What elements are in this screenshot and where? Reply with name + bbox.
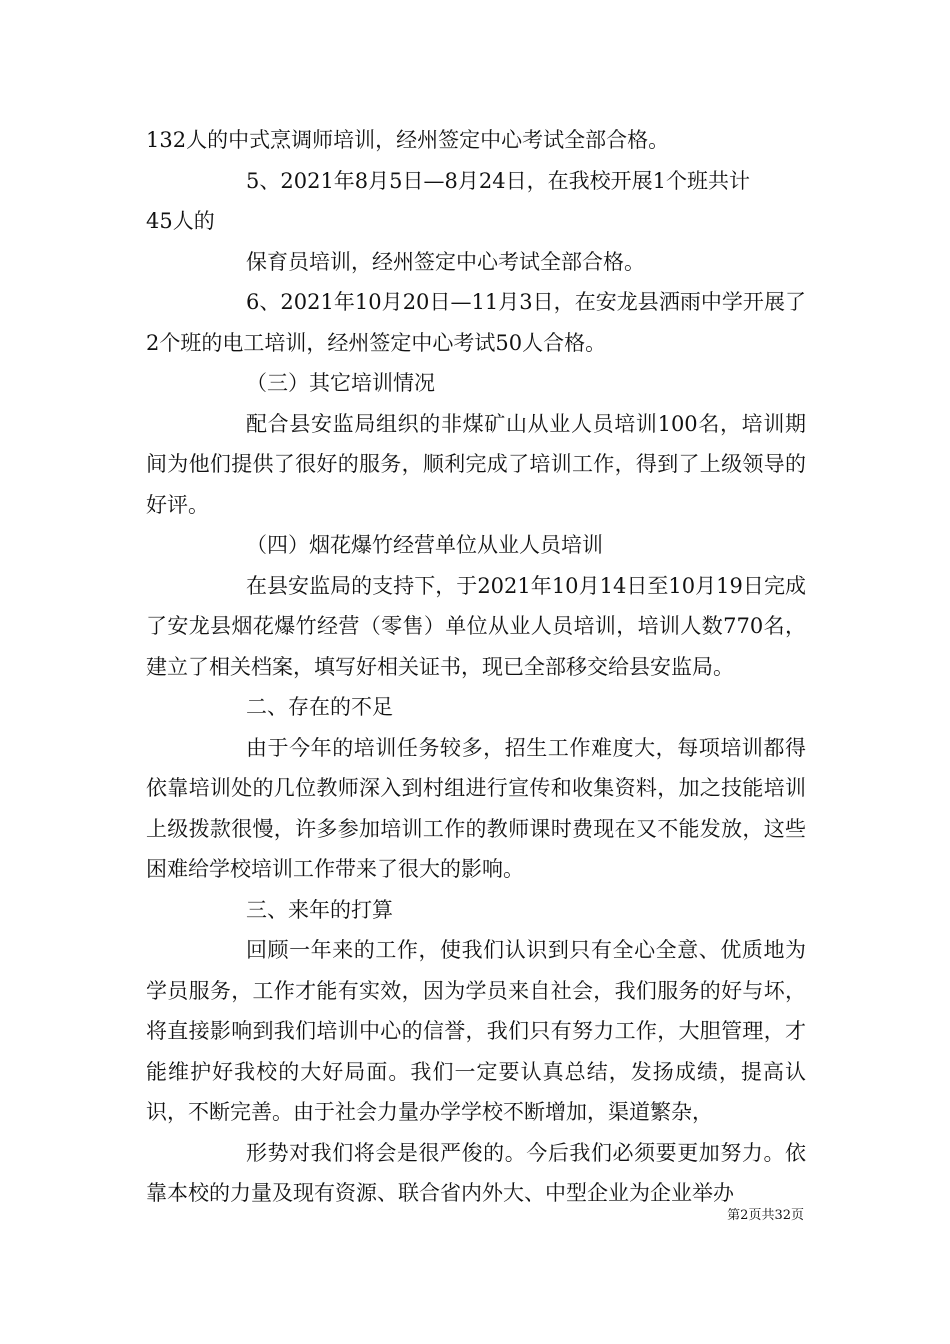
paragraph-3: 45人的 <box>146 209 215 233</box>
section-heading-other-training: （三）其它培训情况 <box>246 371 435 395</box>
paragraph-7: 配合县安监局组织的非煤矿山从业人员培训100名，培训期间为他们提供了很好的服务，顺利完成了培训工作，得到了上级领导的好评。 <box>146 411 806 517</box>
paragraph-14: 形势对我们将会是很严俊的。今后我们必须要更加努力。依靠本校的力量及现有资源、联合省内外大、中型企业为企业举办 <box>146 1140 806 1205</box>
paragraph-4: 保育员培训，经州签定中心考试全部合格。 <box>246 249 645 274</box>
page-number-footer: 第2页共32页 <box>727 1208 804 1223</box>
section-heading-fireworks-training: （四）烟花爆竹经营单位从业人员培训 <box>246 533 603 557</box>
paragraph-2: 5、2021年8月5日—8月24日，在我校开展1个班共计 <box>246 168 750 193</box>
paragraph-11: 由于今年的培训任务较多，招生工作难度大，每项培训都得依靠培训处的几位教师深入到村组进行宣传和收集资料，加之技能培训上级拨款很慢，许多参加培训工作的教师课时费现在又不能发放，这些困难给学校培训工作带来了很大的影响。 <box>146 735 806 881</box>
paragraph-1: 132人的中式烹调师培训，经州签定中心考试全部合格。 <box>146 128 670 152</box>
paragraph-5: 6、2021年10月20日—11月3日，在安龙县洒雨中学开展了2个班的电工培训，经州签定中心考试50人合格。 <box>146 290 806 355</box>
section-heading-next-year-plan: 三、来年的打算 <box>246 897 393 922</box>
paragraph-9: 在县安监局的支持下，于2021年10月14日至10月19日完成了安龙县烟花爆竹经营（零售）单位从业人员培训，培训人数770名，建立了相关档案，填写好相关证书，现已全部移交给县安监局。 <box>146 573 806 679</box>
document-body <box>146 120 806 1214</box>
section-heading-shortcomings: 二、存在的不足 <box>246 695 393 719</box>
paragraph-13: 回顾一年来的工作，使我们认识到只有全心全意、优质地为学员服务，工作才能有实效，因为学员来自社会，我们服务的好与坏，将直接影响到我们培训中心的信誉，我们只有努力工作，大胆管理，才能维护好我校的大好局面。我们一定要认真总结，发扬成绩，提高认识，不断完善。由于社会力量办学学校不断增加，渠道繁杂， <box>146 938 806 1124</box>
